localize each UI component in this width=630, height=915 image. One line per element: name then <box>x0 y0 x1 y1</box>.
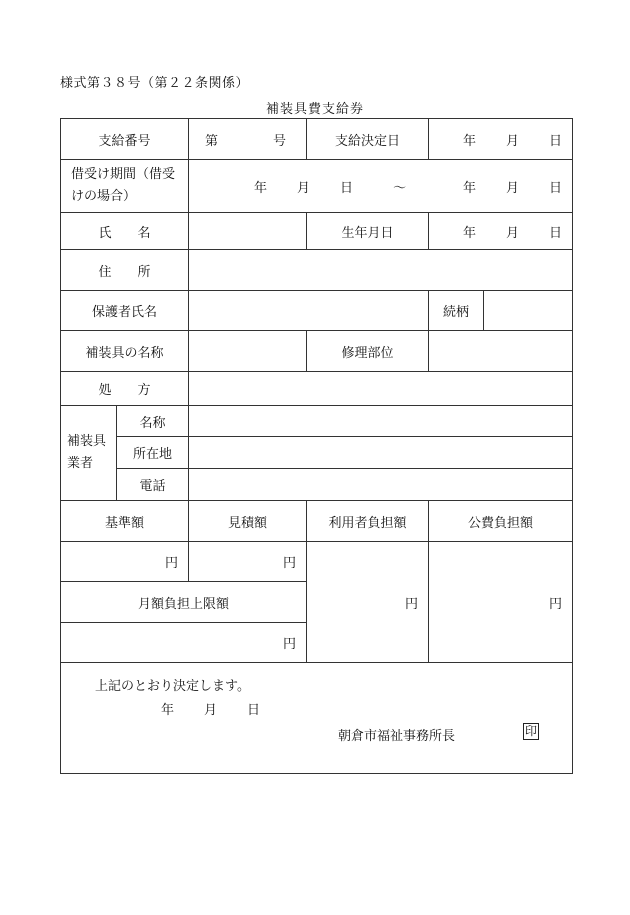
public-burden-label: 公費負担額 <box>429 501 573 542</box>
payment-number-label: 支給番号 <box>61 119 189 160</box>
vendor-address-label: 所在地 <box>117 437 189 469</box>
statement-year-unit: 年 <box>161 703 175 718</box>
birthdate-label: 生年月日 <box>307 213 429 250</box>
base-amount-field[interactable]: 円 <box>61 542 189 582</box>
rental-end-year-unit: 年 <box>462 180 476 196</box>
name-field[interactable] <box>189 213 307 250</box>
decision-section <box>61 663 573 774</box>
prescription-label: 処 方 <box>61 372 189 406</box>
vendor-label-text: 補装具業者 <box>67 434 107 471</box>
base-amount-label: 基準額 <box>61 501 189 542</box>
rental-period-separator: ～ <box>393 180 407 196</box>
voucher-table <box>60 118 573 774</box>
decision-date-field[interactable] <box>429 119 573 160</box>
name-label: 氏 名 <box>61 213 189 250</box>
form-reference: 様式第３８号（第２２条関係） <box>60 76 250 91</box>
payment-number-suffix: 号 <box>273 133 287 149</box>
decision-date-label: 支給決定日 <box>307 119 429 160</box>
rental-period-field[interactable] <box>189 160 573 213</box>
vendor-label <box>61 406 117 501</box>
monthly-cap-field[interactable]: 円 <box>61 623 307 663</box>
address-field[interactable] <box>189 250 573 291</box>
birthdate-field[interactable] <box>429 213 573 250</box>
year-unit: 年 <box>462 133 476 149</box>
document-title: 補装具費支給券 <box>265 102 364 117</box>
user-burden-field[interactable]: 円 <box>307 542 429 663</box>
decision-text: 上記のとおり決定します。 <box>95 679 250 694</box>
rental-period-label-text: 借受け期間（借受けの場合） <box>71 167 176 204</box>
relation-field[interactable] <box>484 291 573 331</box>
payment-number-prefix: 第 <box>205 133 219 149</box>
rental-end-month-unit: 月 <box>506 180 520 196</box>
estimate-label: 見積額 <box>189 501 307 542</box>
rental-period-label <box>61 160 189 213</box>
decision-statement-date[interactable] <box>161 699 260 718</box>
rental-start-month-unit: 月 <box>297 180 311 196</box>
day-unit: 日 <box>549 133 563 149</box>
guardian-field[interactable] <box>189 291 429 331</box>
month-unit: 月 <box>506 133 520 149</box>
vendor-phone-field[interactable] <box>189 469 573 501</box>
birth-month-unit: 月 <box>506 225 520 241</box>
rental-end-day-unit: 日 <box>549 180 563 196</box>
vendor-phone-label: 電話 <box>117 469 189 501</box>
address-label: 住 所 <box>61 250 189 291</box>
seal-mark: 印 <box>525 724 538 738</box>
user-burden-label: 利用者負担額 <box>307 501 429 542</box>
prescription-field[interactable] <box>189 372 573 406</box>
vendor-name-field[interactable] <box>189 406 573 437</box>
estimate-field[interactable]: 円 <box>189 542 307 582</box>
monthly-cap-label: 月額負担上限額 <box>61 582 307 623</box>
statement-day-unit: 日 <box>247 703 261 718</box>
relation-label: 続柄 <box>429 291 484 331</box>
issuer-name: 朝倉市福祉事務所長 <box>338 729 456 744</box>
vendor-address-field[interactable] <box>189 437 573 469</box>
vendor-name-label: 名称 <box>117 406 189 437</box>
birth-year-unit: 年 <box>462 225 476 241</box>
rental-start-year-unit: 年 <box>254 180 268 196</box>
device-name-field[interactable] <box>189 331 307 372</box>
statement-month-unit: 月 <box>204 703 218 718</box>
rental-start-day-unit: 日 <box>340 180 354 196</box>
guardian-label: 保護者氏名 <box>61 291 189 331</box>
birth-day-unit: 日 <box>549 225 563 241</box>
public-burden-field[interactable]: 円 <box>429 542 573 663</box>
repair-part-label: 修理部位 <box>307 331 429 372</box>
device-name-label: 補装具の名称 <box>61 331 189 372</box>
repair-part-field[interactable] <box>429 331 573 372</box>
payment-number-field[interactable] <box>189 119 307 160</box>
